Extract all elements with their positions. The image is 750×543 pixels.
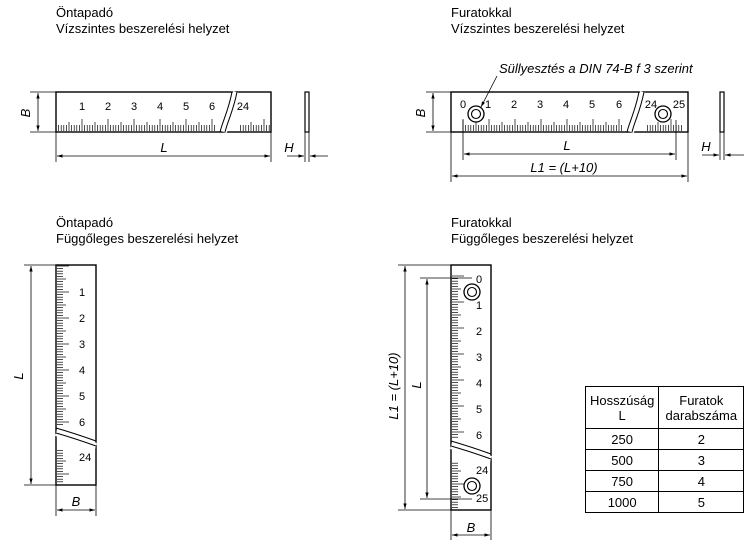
dimension-b xyxy=(56,485,96,516)
scale-label: 3 xyxy=(536,99,544,111)
cell-length: 500 xyxy=(586,450,659,471)
scale-label: 5 xyxy=(79,391,86,403)
dimension-l xyxy=(409,278,472,499)
table-row xyxy=(586,492,744,513)
caption-subtitle: Függőleges beszerelési helyzet xyxy=(56,231,239,246)
scale-label: 1 xyxy=(79,287,86,299)
dimension-label: L xyxy=(409,381,424,389)
scale-label: 4 xyxy=(156,101,164,113)
scale-label: 3 xyxy=(130,101,138,113)
scale-ticks xyxy=(57,266,69,482)
mounting-hole xyxy=(464,284,480,300)
scale-label: 5 xyxy=(588,99,596,111)
header-length: Hosszúság L xyxy=(586,387,659,429)
dimension-l xyxy=(56,132,271,162)
cell-length: 1000 xyxy=(586,492,659,513)
dimension-label: L xyxy=(11,372,26,380)
scale-label: 2 xyxy=(510,99,518,111)
dimension-label: H xyxy=(701,139,711,154)
ruler-holes-vertical xyxy=(451,265,491,510)
scale-label: 2 xyxy=(79,313,86,325)
dimension-label: B xyxy=(466,520,476,535)
ruler-plain-vertical xyxy=(56,265,96,485)
scale-label: 6 xyxy=(476,430,483,442)
dimension-b xyxy=(413,92,451,132)
scale-label: 1 xyxy=(484,99,492,111)
caption-subtitle: Vízszintes beszerelési helyzet xyxy=(56,21,230,36)
table-row xyxy=(586,429,744,450)
mounting-hole xyxy=(655,106,671,122)
scale-label: 24 xyxy=(236,101,250,113)
scale-ticks xyxy=(452,276,464,507)
dimension-label: L xyxy=(160,140,168,155)
mounting-hole xyxy=(464,478,480,494)
scale-label: 6 xyxy=(615,99,623,111)
dimension-label: B xyxy=(18,108,33,118)
cell-length: 750 xyxy=(586,471,659,492)
header-hole-count: Furatok darabszáma xyxy=(659,387,744,429)
scale-label: 4 xyxy=(79,365,86,377)
table-header-row xyxy=(586,387,744,429)
cell-holes: 4 xyxy=(659,471,744,492)
ruler-plain-horizontal xyxy=(56,92,271,132)
dimension-label: B xyxy=(71,494,81,509)
dimension-b xyxy=(18,92,56,132)
scale-label: 2 xyxy=(476,326,483,338)
dimension-b xyxy=(451,510,491,540)
caption-title: Furatokkal xyxy=(451,215,512,230)
caption-subtitle: Függőleges beszerelési helyzet xyxy=(451,231,634,246)
caption-title: Furatokkal xyxy=(451,5,512,20)
hole-count-table xyxy=(585,386,744,513)
scale-label: 4 xyxy=(476,378,483,390)
dimension-l xyxy=(11,265,56,485)
scale-label: 24 xyxy=(79,452,92,464)
cell-holes: 3 xyxy=(659,450,744,471)
scale-label: 0 xyxy=(459,99,467,111)
countersink-note: Süllyesztés a DIN 74-B f 3 szerint xyxy=(499,61,693,76)
cell-holes: 5 xyxy=(659,492,744,513)
scale-label: 25 xyxy=(672,99,686,111)
caption-title: Öntapadó xyxy=(56,215,114,230)
scale-label: 2 xyxy=(104,101,112,113)
scale-label: 5 xyxy=(476,404,483,416)
scale-label: 6 xyxy=(79,417,86,429)
scale-label: 3 xyxy=(79,339,86,351)
caption-title: Öntapadó xyxy=(56,5,114,20)
scale-label: 1 xyxy=(78,101,86,113)
dimension-label: L xyxy=(563,138,571,153)
scale-label: 3 xyxy=(476,352,483,364)
scale-ticks xyxy=(56,119,269,131)
scale-label: 4 xyxy=(562,99,570,111)
scale-label: 24 xyxy=(644,99,658,111)
scale-ticks xyxy=(463,119,681,131)
dimension-label: L1 = (L+10) xyxy=(530,160,598,175)
cell-holes: 2 xyxy=(659,429,744,450)
scale-label: 6 xyxy=(208,101,216,113)
scale-label: 0 xyxy=(476,274,483,286)
caption-subtitle: Vízszintes beszerelési helyzet xyxy=(451,21,625,36)
mounting-hole xyxy=(468,106,484,122)
scale-label: 25 xyxy=(476,493,489,505)
table-row xyxy=(586,450,744,471)
scale-label: 24 xyxy=(476,465,489,477)
table-row xyxy=(586,471,744,492)
scale-label: 5 xyxy=(182,101,190,113)
side-view-thickness xyxy=(701,92,744,160)
dimension-label: H xyxy=(284,140,294,155)
cell-length: 250 xyxy=(586,429,659,450)
dimension-label: B xyxy=(413,108,428,118)
ruler-holes-horizontal xyxy=(451,92,688,132)
dimension-label: L1 = (L+10) xyxy=(386,352,401,420)
scale-label: 1 xyxy=(476,300,483,312)
side-view-thickness xyxy=(284,92,328,162)
